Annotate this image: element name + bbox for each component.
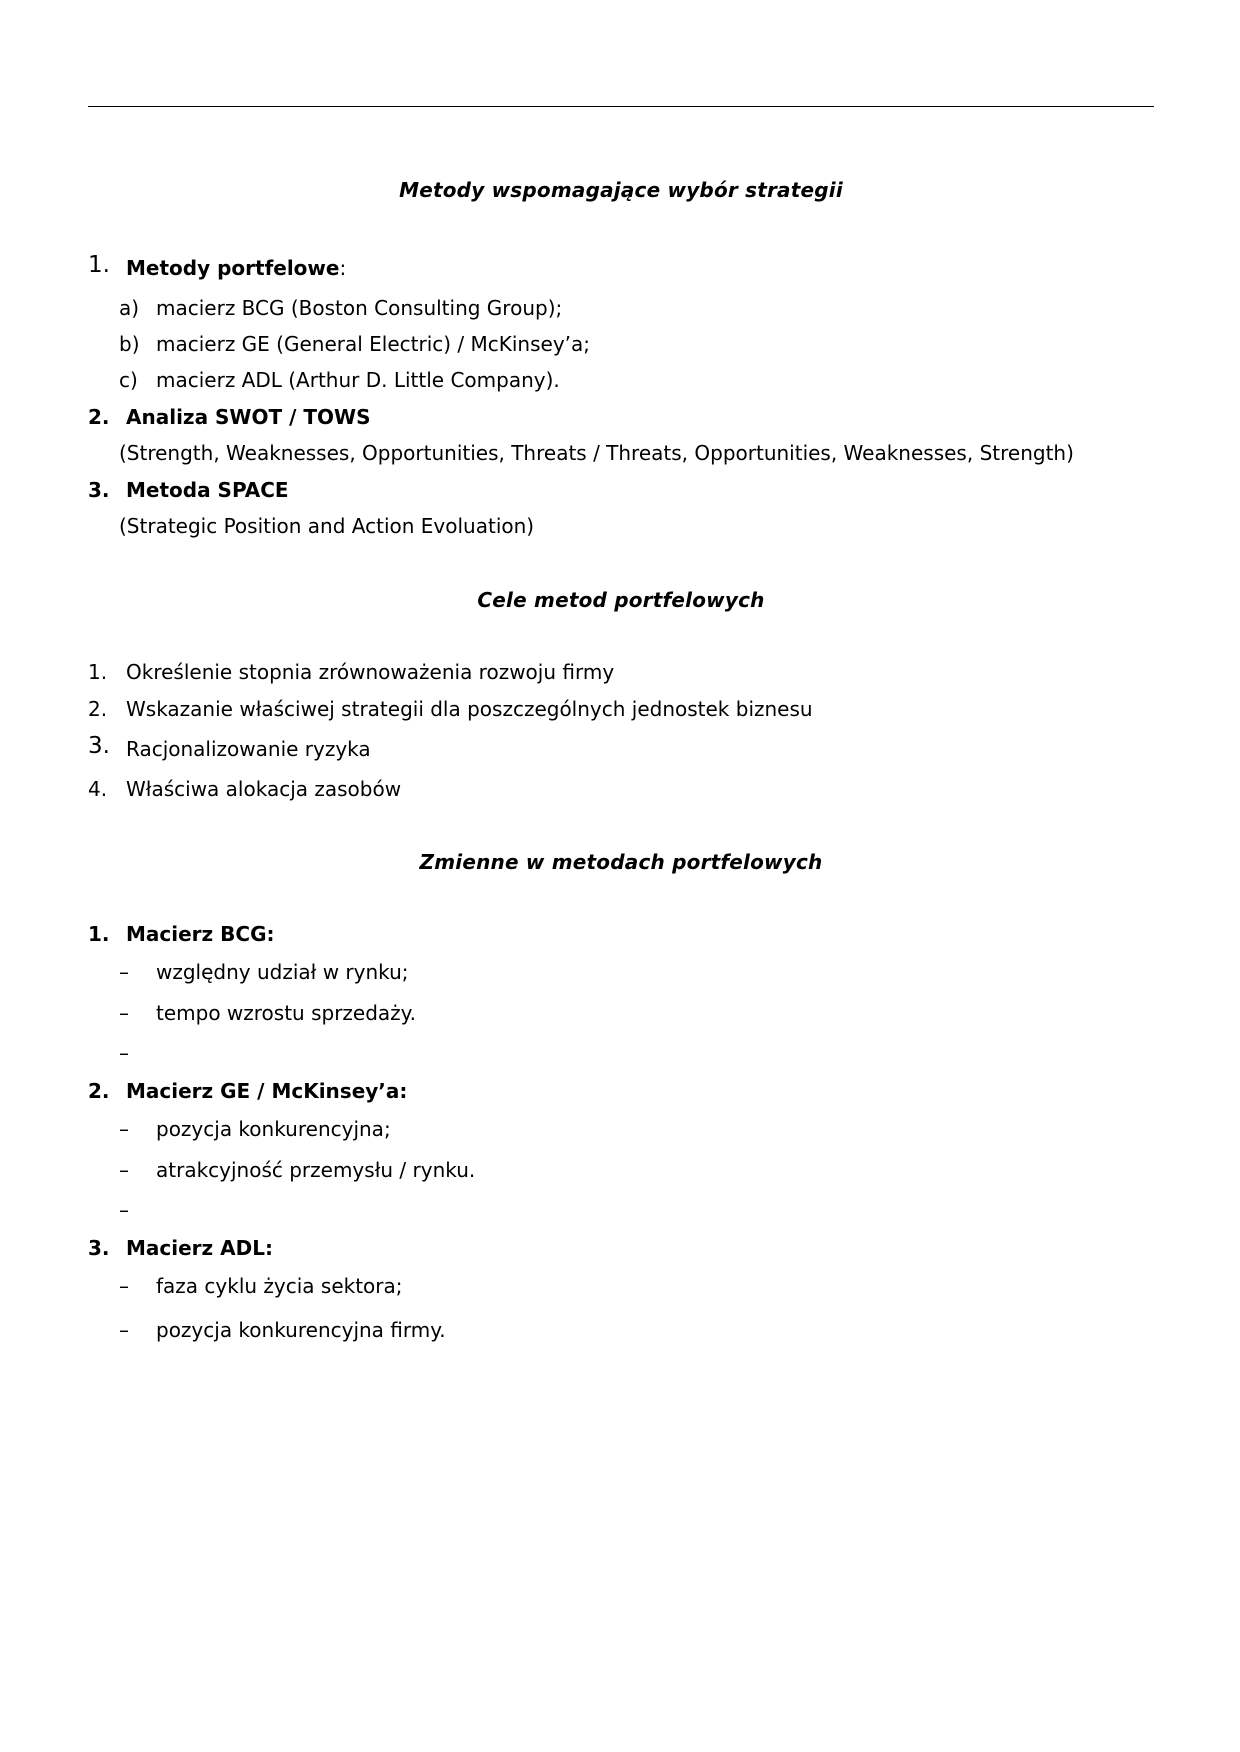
dash-marker: – bbox=[119, 960, 129, 984]
bullet-text: pozycja konkurencyjna firmy. bbox=[156, 1318, 446, 1342]
list-text: Wskazanie właściwej strategii dla poszczególnych jednostek biznesu bbox=[126, 697, 813, 721]
list-number: 4. bbox=[88, 777, 108, 801]
dash-marker: – bbox=[119, 1117, 129, 1141]
top-rule bbox=[88, 106, 1154, 107]
list-text: Racjonalizowanie ryzyka bbox=[126, 737, 371, 761]
list-number: 2. bbox=[88, 697, 108, 721]
list-label: Macierz BCG: bbox=[126, 922, 275, 946]
sub-marker: a) bbox=[119, 296, 140, 320]
list-number: 1. bbox=[88, 252, 110, 278]
dash-marker: – bbox=[119, 1318, 129, 1342]
list-number: 2. bbox=[88, 1079, 110, 1103]
sub-text: macierz BCG (Boston Consulting Group); bbox=[156, 296, 563, 320]
list-label-suffix: : bbox=[339, 256, 347, 280]
list-label: Analiza SWOT / TOWS bbox=[126, 405, 371, 429]
section-title-variables: Zmienne w metodach portfelowych bbox=[419, 850, 823, 874]
list-number: 2. bbox=[88, 405, 110, 429]
list-number: 1. bbox=[88, 660, 108, 684]
note-text: (Strength, Weaknesses, Opportunities, Threats / Threats, Opportunities, Weaknesses, Strength) bbox=[119, 441, 1074, 465]
section-title-goals: Cele metod portfelowych bbox=[477, 588, 765, 612]
sub-text: macierz GE (General Electric) / McKinsey’a; bbox=[156, 332, 591, 356]
bullet-text: tempo wzrostu sprzedaży. bbox=[156, 1001, 417, 1025]
list-label: Macierz ADL: bbox=[126, 1236, 273, 1260]
list-number: 3. bbox=[88, 1236, 110, 1260]
section-title-methods: Metody wspomagające wybór strategii bbox=[399, 178, 843, 202]
list-number: 3. bbox=[88, 478, 110, 502]
list-number: 1. bbox=[88, 922, 110, 946]
dash-marker: – bbox=[119, 1158, 129, 1182]
list-text: Właściwa alokacja zasobów bbox=[126, 777, 402, 801]
bullet-text: względny udział w rynku; bbox=[156, 960, 409, 984]
sub-text: macierz ADL (Arthur D. Little Company). bbox=[156, 368, 560, 392]
dash-marker: – bbox=[119, 1198, 129, 1222]
sub-marker: b) bbox=[119, 332, 140, 356]
list-text: Określenie stopnia zrównoważenia rozwoju firmy bbox=[126, 660, 615, 684]
dash-marker: – bbox=[119, 1274, 129, 1298]
sub-marker: c) bbox=[119, 368, 138, 392]
list-label: Macierz GE / McKinsey’a: bbox=[126, 1079, 408, 1103]
list-label: Metody portfelowe bbox=[126, 256, 340, 280]
list-number: 3. bbox=[88, 733, 110, 759]
note-text: (Strategic Position and Action Evoluation) bbox=[119, 514, 535, 538]
bullet-text: atrakcyjność przemysłu / rynku. bbox=[156, 1158, 476, 1182]
bullet-text: pozycja konkurencyjna; bbox=[156, 1117, 391, 1141]
bullet-text: faza cyklu życia sektora; bbox=[156, 1274, 403, 1298]
list-label: Metoda SPACE bbox=[126, 478, 289, 502]
dash-marker: – bbox=[119, 1041, 129, 1065]
dash-marker: – bbox=[119, 1001, 129, 1025]
